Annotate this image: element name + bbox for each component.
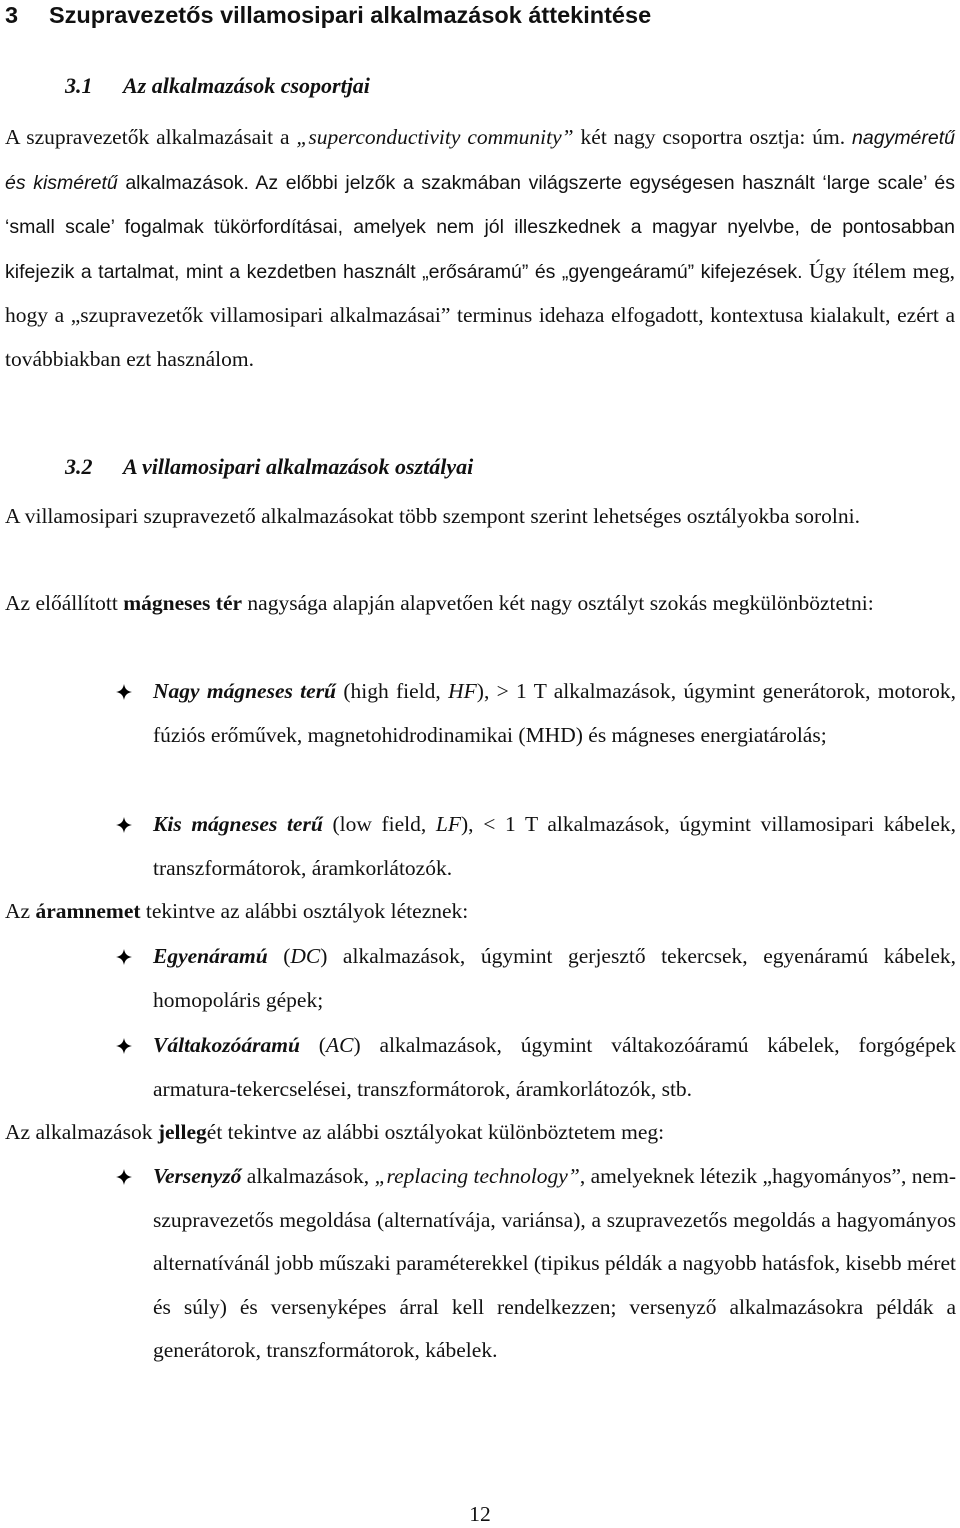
paragraph-intro [5, 116, 955, 382]
section-heading-3-1 [65, 71, 945, 101]
list-item [153, 670, 956, 757]
text: ), > 1 T alkalmazások, úgymint generátorok, motorok, fúziós erőművek, magnetohidrodinamikai (MHD) és mágneses energiatárolás; [153, 679, 956, 747]
text: Az előállított [5, 591, 124, 615]
italic-text: DC [290, 944, 321, 968]
bold-italic-text: Egyenáramú [153, 944, 268, 968]
chapter-title: Szupravezetős villamosipari alkalmazások áttekintése [49, 2, 652, 28]
text: A szupravezetők alkalmazásait a [5, 125, 297, 149]
text: (high field, [336, 679, 449, 703]
italic-text: nagyméretű és kisméretű [5, 127, 956, 194]
bold-italic-text: Versenyző [153, 1164, 242, 1188]
text: ét tekintve az alábbi osztályokat különböztetem meg: [206, 1120, 665, 1144]
diamond-bullet-icon [116, 684, 132, 700]
chapter-number: 3 [5, 2, 19, 28]
text: , amelyeknek létezik „hagyományos”, nem-szupravezetős megoldása (alternatívája, variánsa), a szupravezetős megoldás a hagyományos alternatívánál jobb műszaki paraméterekkel (tipikus példák a nagyobb hatásfok, kisebb méret és súly) és versenyképes árral kell rendelkezzen; versenyző alkalmazásokra példák a generátorok, transzformátorok, kábelek. [153, 1164, 956, 1363]
bold-text: mágneses tér [123, 591, 243, 615]
paragraph-classes [5, 495, 955, 539]
list-item [153, 1155, 956, 1373]
bold-italic-text: Nagy mágneses terű [153, 679, 337, 703]
bold-italic-text: Kis mágneses terű [153, 812, 323, 836]
text: A villamosipari szupravezető alkalmazásokat több szempont szerint lehetséges osztályokba sorolni. [5, 504, 860, 528]
text: ) alkalmazások, úgymint váltakozóáramú kábelek, forgógépek armatura-tekercselései, transzformátorok, áramkorlátozók, stb. [153, 1033, 956, 1101]
section-heading-3-2 [65, 452, 945, 482]
text: Az alkalmazások [5, 1120, 158, 1144]
chapter-heading [5, 0, 955, 30]
italic-text: LF [435, 812, 462, 836]
text: (low field, [322, 812, 436, 836]
text: ), < 1 T alkalmazások, úgymint villamosipari kábelek, transzformátorok, áramkorlátozók. [153, 812, 956, 880]
paragraph-character [5, 1111, 955, 1155]
section-number: 3.1 [65, 73, 93, 98]
text: nagysága alapján alapvetően két nagy osztályt szokás megkülönböztetni: [242, 591, 874, 615]
text: tekintve az alábbi osztályok léteznek: [140, 899, 469, 923]
list-item [153, 1024, 956, 1111]
diamond-bullet-icon [116, 1169, 132, 1185]
italic-text: HF [448, 679, 477, 703]
text: ) alkalmazások, úgymint gerjesztő tekercsek, egyenáramú kábelek, homopoláris gépek; [153, 944, 956, 1012]
bold-italic-text: Váltakozóáramú [153, 1033, 300, 1057]
diamond-bullet-icon [116, 1038, 132, 1054]
paragraph-magnetic-field [5, 582, 955, 626]
bold-text: áramnemet [35, 899, 141, 923]
diamond-bullet-icon [116, 817, 132, 833]
section-title: Az alkalmazások csoportjai [123, 73, 370, 98]
italic-text: AC [325, 1033, 354, 1057]
text: két nagy csoportra osztja: úm. [573, 125, 853, 149]
text: ( [299, 1033, 326, 1057]
list-item [153, 803, 956, 890]
list-item [153, 935, 956, 1022]
page-number: 12 [469, 1502, 491, 1526]
text: ( [267, 944, 291, 968]
text: Az [5, 899, 36, 923]
italic-text: „replacing technology” [374, 1164, 580, 1188]
bold-text: jelleg [157, 1120, 207, 1144]
text: Úgy ítélem meg, hogy a „szupravezetők villamosipari alkalmazásai” terminus idehaza elfogadott, kontextusa kialakult, ezért a továbbiakban ezt használom. [5, 258, 956, 371]
italic-text: „superconductivity community” [296, 125, 574, 149]
paragraph-current-type [5, 890, 955, 934]
section-number: 3.2 [65, 454, 93, 479]
text: alkalmazások, [241, 1164, 375, 1188]
diamond-bullet-icon [116, 949, 132, 965]
text: alkalmazások. Az előbbi jelzők a szakmában világszerte egységesen használt ‘large scale’ és ‘small scale’ fogalmak tükörfordításai, amelyek nem jól illeszkednek a magyar nyelvbe, de pontosabban kifejezik a tartalmat, mint a kezdetben használt „erősáramú” és „gyengeáramú” kifejezések. [5, 171, 955, 283]
section-title: A villamosipari alkalmazások osztályai [123, 454, 474, 479]
